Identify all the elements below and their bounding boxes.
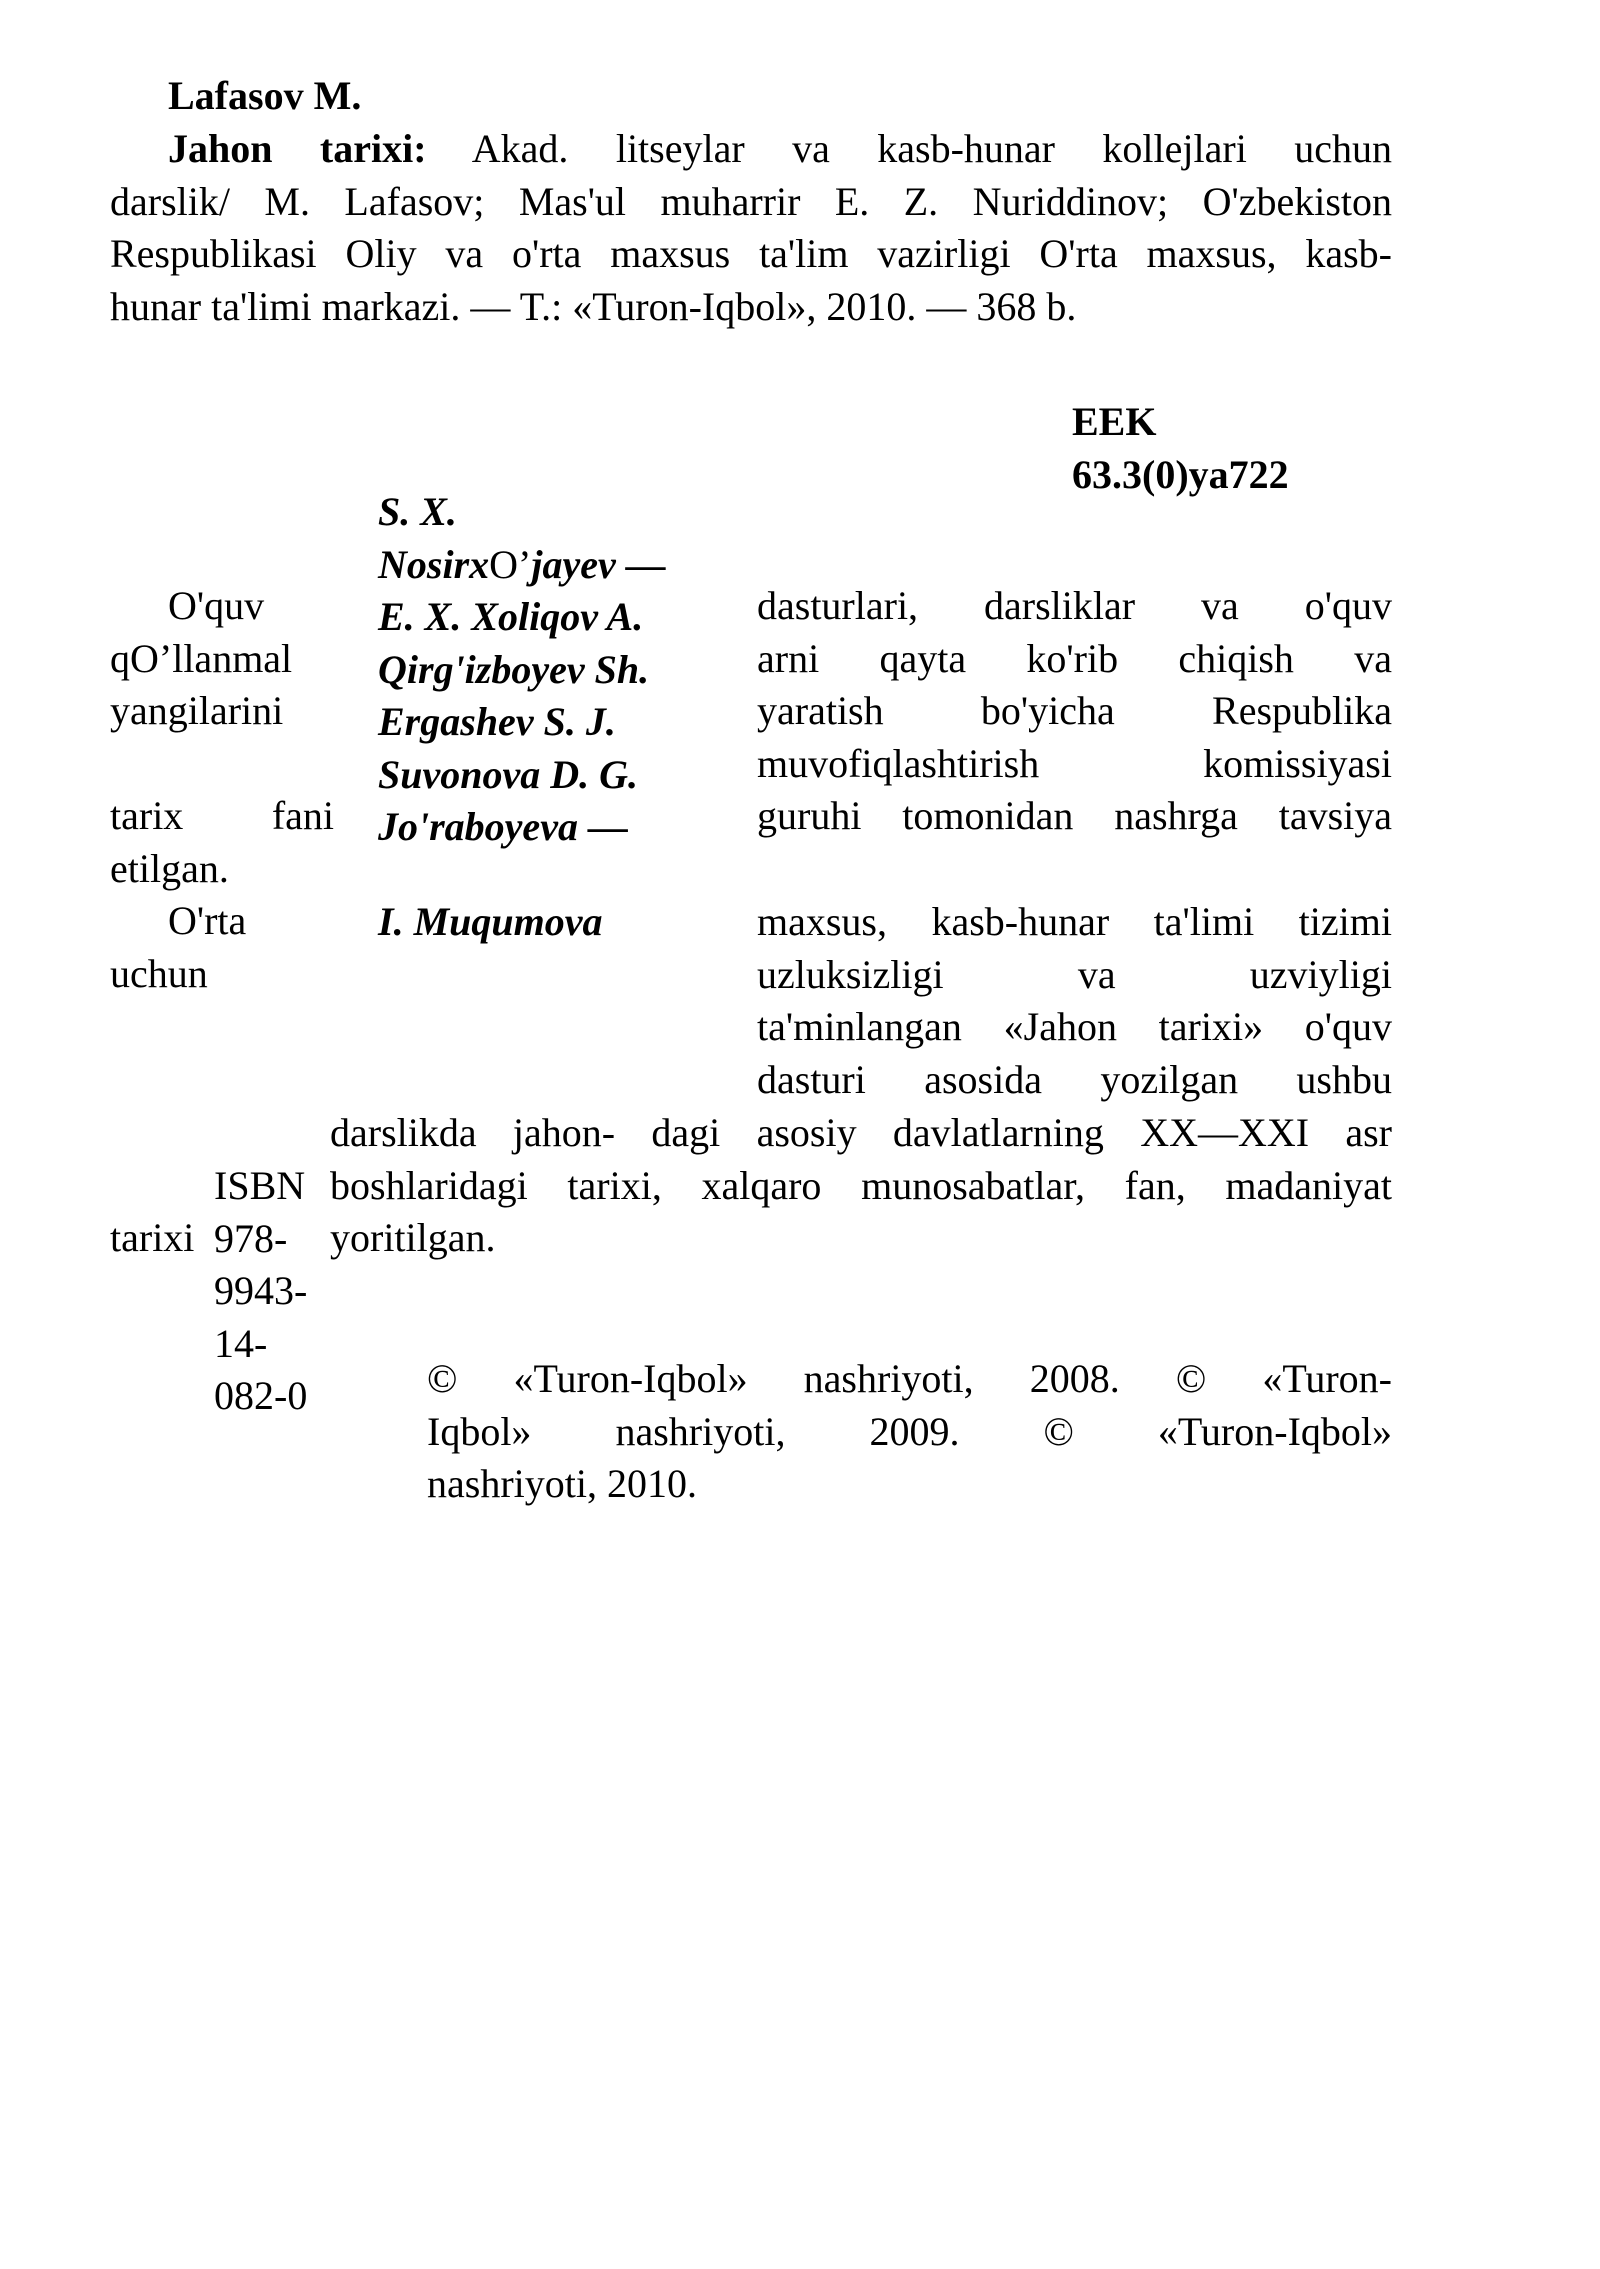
reviewer-line-2-c: jayev — xyxy=(531,541,666,587)
reviewer-line-3: E. X. Xoliqov A. xyxy=(378,594,644,639)
reviewers-list xyxy=(378,486,666,854)
right-line-7: uzluksizligi va uzviyligi xyxy=(757,951,1392,997)
left-line-6: O'rta xyxy=(168,898,247,943)
left-line-3: yangilarini xyxy=(110,688,284,733)
isbn-line-5: 082-0 xyxy=(214,1373,308,1418)
left-line-4-b: fani xyxy=(271,793,334,838)
left-line-2: qO’llanmal xyxy=(110,635,293,681)
classification-code xyxy=(1072,396,1289,501)
right-column-text xyxy=(757,580,1392,843)
isbn-line-3: 9943- xyxy=(214,1268,308,1313)
bib-line-1 xyxy=(110,123,1392,176)
right-line-8: ta'minlangan «Jahon tarixi» o'quv xyxy=(757,1004,1392,1049)
right-line-1: dasturlari, darsliklar va o'quv xyxy=(757,583,1392,628)
left-line-1: O'quv xyxy=(168,583,265,628)
isbn-line-2: 978- xyxy=(214,1215,288,1261)
copyright-line-2: Iqbol» nashriyoti, 2009. © «Turon-Iqbol» xyxy=(427,1408,1392,1454)
bib-line-1-rest: Akad. litseylar va kasb-hunar kollejlari uchun xyxy=(471,126,1392,171)
left-line-5: etilgan. xyxy=(110,845,229,891)
right-line-4: muvofiqlashtirish komissiyasi xyxy=(757,740,1392,786)
left-line-4 xyxy=(110,790,334,843)
left-tarixi: tarixi xyxy=(110,1215,195,1260)
right-line-6: maxsus, kasb-hunar ta'limi tizimi xyxy=(757,899,1392,944)
right-line-3: yaratish bo'yicha Respublika xyxy=(757,688,1392,733)
isbn-block xyxy=(214,1160,307,1423)
left-column-text xyxy=(110,580,334,738)
copyright-line-1: © «Turon-Iqbol» nashriyoti, 2008. © «Turon- xyxy=(427,1356,1392,1401)
reviewer-line-4: Qirg'izboyev Sh. xyxy=(378,646,650,692)
classification-label: EEK xyxy=(1072,399,1157,444)
left-column-text-2 xyxy=(110,790,334,1000)
reviewer-line-1: S. X. xyxy=(378,489,457,534)
right-line-5: guruhi tomonidan nashrga tavsiya xyxy=(757,793,1392,838)
reviewer-line-6: Suvonova D. G. xyxy=(378,751,639,797)
reviewer-line-8: I. Muqumova xyxy=(378,899,603,944)
classification-value: 63.3(0)ya722 xyxy=(1072,451,1289,497)
copyright-line-3: nashriyoti, 2010. xyxy=(427,1461,697,1506)
description-line-1: darslikda jahon- dagi asosiy davlatlarning XX—XXI asr xyxy=(330,1110,1392,1155)
isbn-line-4: 14- xyxy=(214,1320,268,1366)
copyright-notice xyxy=(427,1353,1392,1511)
reviewer-line-2-b: O’ xyxy=(489,541,532,587)
description-line-3: yoritilgan. xyxy=(330,1215,496,1260)
left-line-7: uchun xyxy=(110,950,208,996)
bib-line-2: darslik/ M. Lafasov; Mas'ul muharrir E. Z. Nuriddinov; O'zbekiston xyxy=(110,178,1392,224)
bib-line-4: hunar ta'limi markazi. — T.: «Turon-Iqbol», 2010. — 368 b. xyxy=(110,283,1077,329)
book-title: Jahon tarixi: xyxy=(168,126,427,171)
right-line-9: dasturi asosida yozilgan ushbu xyxy=(757,1056,1392,1102)
reviewer-line-5: Ergashev S. J. xyxy=(378,699,616,744)
reviewer-line-2 xyxy=(378,539,666,592)
left-line-4-a: tarix xyxy=(110,793,184,838)
reviewer-line-2-a: Nosirx xyxy=(378,541,490,587)
author-heading: Lafasov M. xyxy=(168,73,362,118)
right-column-text-2 xyxy=(757,896,1392,1106)
reviewer-line-7: Jo'raboyeva — xyxy=(378,804,628,849)
bib-line-3: Respublikasi Oliy va o'rta maxsus ta'lim vazirligi O'rta maxsus, kasb- xyxy=(110,231,1392,276)
description-text xyxy=(330,1107,1392,1265)
bibliographic-description xyxy=(110,123,1392,333)
isbn-line-1: ISBN xyxy=(214,1163,306,1208)
description-line-2: boshlaridagi tarixi, xalqaro munosabatlar, fan, madaniyat xyxy=(330,1162,1392,1208)
right-line-2: arni qayta ko'rib chiqish va xyxy=(757,635,1392,681)
